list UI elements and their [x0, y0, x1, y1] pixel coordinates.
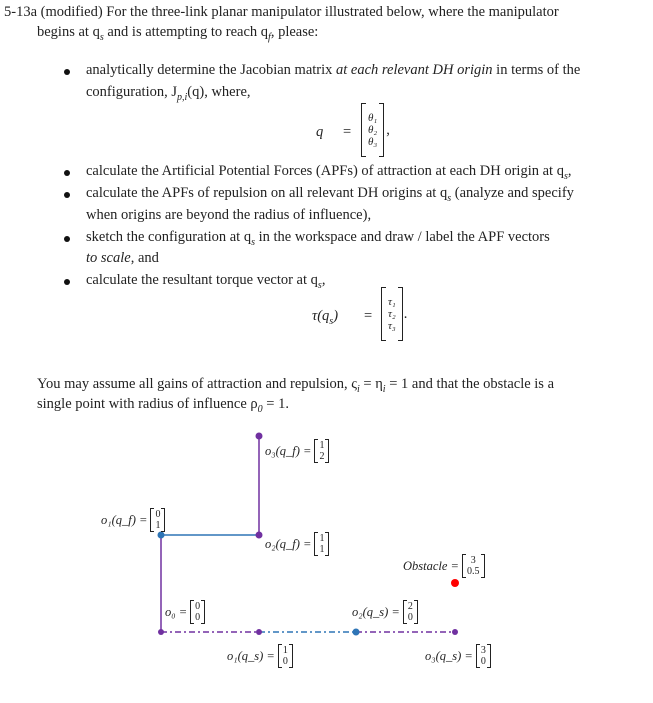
label-o2-start: o₂(q_s) = 2 0 [352, 600, 418, 624]
label-o1-final: o₁(q_f) = 0 1 [101, 508, 165, 532]
joint-o2-final [256, 532, 263, 539]
joint-o0 [158, 629, 164, 635]
bullet-repulsion-line1: calculate the APFs of repulsion on all relevant DH origins at $q_s$ (analyze and specify [86, 185, 574, 204]
bullet-torque: calculate the resultant torque vector at $q_s$, [86, 272, 326, 291]
assumption-line2: single point with radius of influence $\rho_0 = 1$. [37, 396, 289, 415]
tau-symbol: $\tau(q_s)$ [312, 308, 339, 327]
bullet-jacobian-line2: configuration, $J_{p,i}(q)$, where, [86, 84, 251, 103]
label-o3-final: o₃(q_f) = 1 2 [265, 439, 329, 463]
label-obstacle: Obstacle = 3 0.5 [403, 554, 485, 578]
problem-heading-line1: 5-13a (modified) For the three-link planar manipulator illustrated below, where the manipulator [4, 4, 559, 20]
bullet-repulsion-line2: when origins are beyond the radius of influence), [86, 207, 372, 223]
joint-o3-start [452, 629, 458, 635]
joint-o1-start [256, 629, 262, 635]
label-o0: o₀ = 0 0 [165, 600, 205, 624]
q-vector: θ₁ θ₂ θ₃ , [361, 103, 390, 157]
label-o2-final: o₂(q_f) = 1 1 [265, 532, 329, 556]
bullet-attraction: calculate the Artificial Potential Forces (APFs) of attraction at each DH origin at $q_s$, [86, 163, 572, 182]
assumption-line1: You may assume all gains of attraction and repulsion, $\varsigma_i = \eta_i = 1$ and that the obstacle is a [37, 376, 555, 395]
joint-o1-final [158, 532, 165, 539]
bullet-sketch-line1: sketch the configuration at $q_s$ in the workspace and draw / label the APF vectors [86, 229, 550, 248]
label-o1-start: o₁(q_s) = 1 0 [227, 644, 293, 668]
problem-heading-line2: begins at $q_s$ and is attempting to reach $q_f$, please: [37, 24, 319, 43]
q-symbol: q [316, 124, 324, 140]
label-o3-start: o₃(q_s) = 3 0 [425, 644, 491, 668]
bullet-jacobian-line1: analytically determine the Jacobian matrix at each relevant DH origin in terms of the [86, 62, 581, 78]
q-equals: = [343, 124, 352, 140]
joint-o3-final [256, 433, 263, 440]
tau-vector: τ₁ τ₂ τ₃ . [381, 287, 407, 341]
joint-o2-start [353, 629, 360, 636]
bullet-sketch-line2: to scale, and [86, 250, 159, 266]
tau-equals: = [364, 308, 373, 324]
obstacle-point [451, 579, 459, 587]
